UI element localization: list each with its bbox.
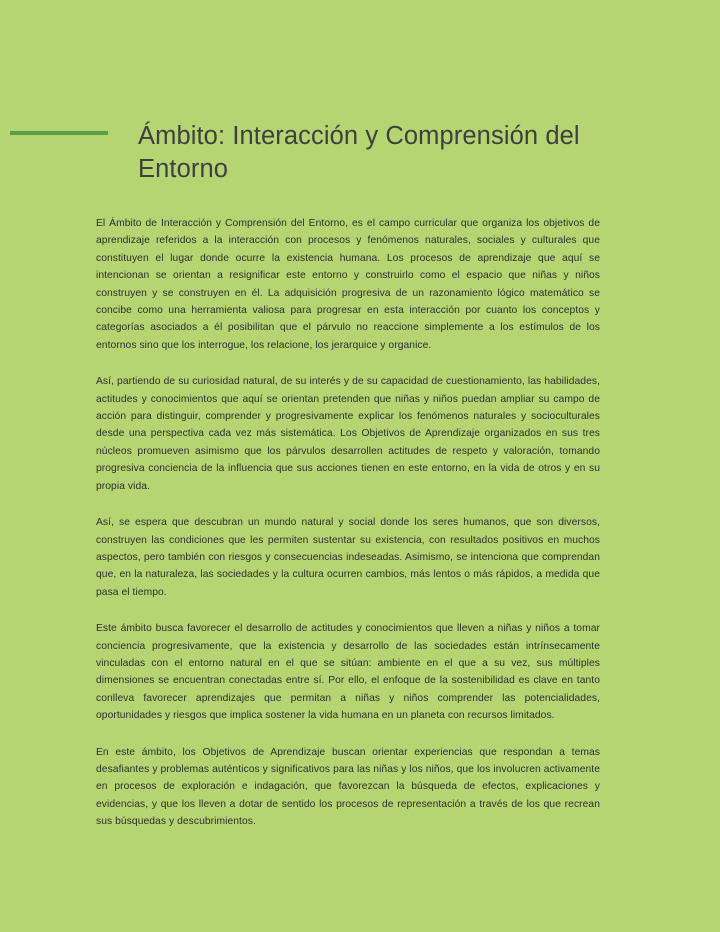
title-accent-rule bbox=[10, 131, 108, 135]
paragraph: Así, se espera que descubran un mundo natural y social donde los seres humanos, que son diversos, construyen las condiciones que les permiten sustentar su existencia, con resultados positivos en muchos aspectos, pero también con riesgos y consecuencias indeseadas. Asimismo, se intenciona que comprendan que, en la naturaleza, las sociedades y la cultura ocurren cambios, más lentos o más rápidos, a medida que pasa el tiempo. bbox=[96, 517, 600, 598]
page-title: Ámbito: Interacción y Comprensión del Entorno bbox=[138, 122, 580, 184]
paragraph: En este ámbito, los Objetivos de Aprendizaje buscan orientar experiencias que respondan a temas desafiantes y problemas auténticos y significativos para las niñas y los niños, que los involucren activamente en procesos de exploración e indagación, que favorezcan la búsqueda de efectos, explicaciones y evidencias, y que los lleven a dotar de sentido los procesos de representación a través de los que recrean sus búsquedas y descubrimientos. bbox=[96, 746, 600, 828]
paragraph: Así, partiendo de su curiosidad natural, de su interés y de su capacidad de cuestionamiento, las habilidades, actitudes y conocimientos que aquí se orientan pretenden que niñas y niños puedan ampliar su campo de acción para distinguir, comprender y progresivamente explicar los fenómenos naturales y socioculturales desde una perspectiva cada vez más sistemática. Los Objetivos de Aprendizaje organizados en sus tres núcleos promueven asimismo que los párvulos desarrollen actitudes de respeto y valoración, tomando progresiva conciencia de la influencia que sus acciones tienen en este entorno, en la vida de otros y en su propia vida. bbox=[96, 376, 600, 492]
body-text-column bbox=[96, 215, 600, 831]
paragraph: El Ámbito de Interacción y Comprensión del Entorno, es el campo curricular que organiza los objetivos de aprendizaje referidos a la interacción con procesos y fenómenos naturales, sociales y culturales que constituyen el lugar donde ocurre la existencia humana. Los procesos de aprendizaje que aquí se intencionan se orientan a resignificar este entorno y construirlo como el espacio que niñas y niños construyen y se construyen en él. La adquisición progresiva de un razonamiento lógico matemático se concibe como una herramienta valiosa para progresar en esta interacción por cuanto los conceptos y categorías asociados a él posibilitan que el párvulo no reaccione simplemente a los estímulos de los entornos sino que los interrogue, los relacione, los jerarquice y organice. bbox=[96, 218, 600, 351]
paragraph: Este ámbito busca favorecer el desarrollo de actitudes y conocimientos que lleven a niñas y niños a tomar conciencia progresivamente, que la existencia y desarrollo de las sociedades están intrínsecamente vinculadas con el entorno natural en el que se sitúan: ambiente en el que a su vez, sus múltiples dimensiones se encuentran conectadas entre sí. Por ello, el enfoque de la sostenibilidad es clave en tanto conlleva favorecer aprendizajes que permitan a niñas y niños comprender las potencialidades, oportunidades y riesgos que implica sostener la vida humana en un planeta con recursos limitados. bbox=[96, 623, 600, 722]
